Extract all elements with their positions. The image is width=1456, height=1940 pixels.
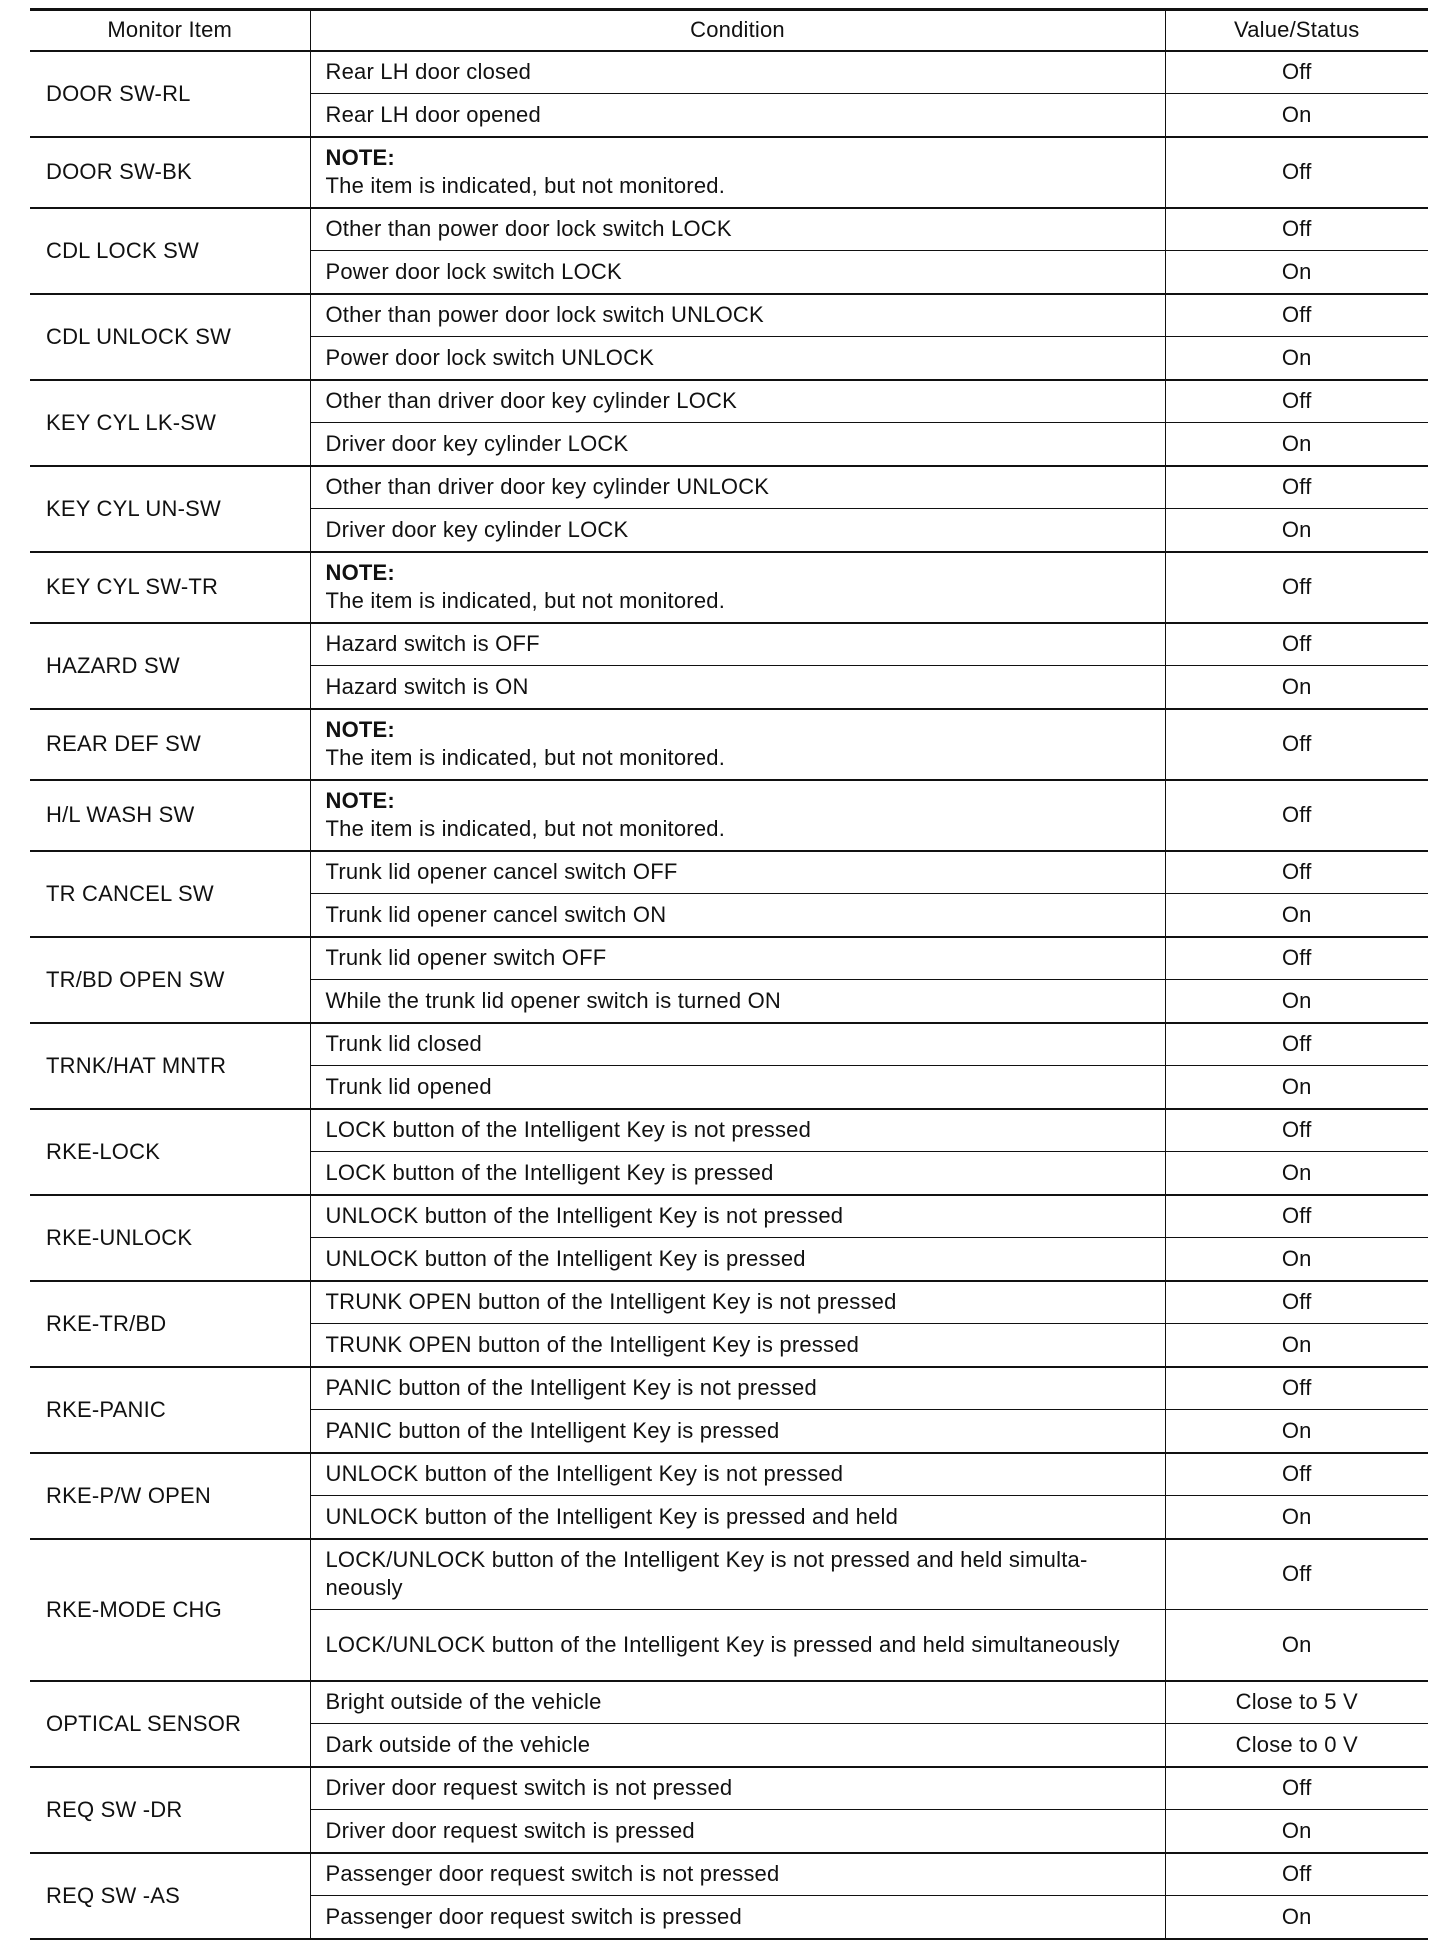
condition-text: Other than power door lock switch UNLOCK (325, 302, 764, 328)
table-row (30, 1767, 1428, 1810)
condition-text: PANIC button of the Intelligent Key is not pressed (325, 1375, 817, 1401)
condition-cell (310, 1066, 1165, 1109)
condition-text: Trunk lid opened (325, 1073, 492, 1099)
condition-text: TRUNK OPEN button of the Intelligent Key is pressed (325, 1331, 860, 1357)
table-row (30, 1109, 1428, 1152)
value-status-cell: Off (1165, 1023, 1428, 1066)
value-status-cell: Off (1165, 623, 1428, 666)
monitor-table (30, 8, 1428, 1940)
value-status-cell: On (1165, 980, 1428, 1023)
condition-text: While the trunk lid opener switch is turned ON (325, 987, 782, 1013)
value-status-cell: Off (1165, 851, 1428, 894)
monitor-item-cell: TR/BD OPEN SW (30, 937, 310, 1023)
table-row (30, 1853, 1428, 1896)
value-status-cell: Off (1165, 1109, 1428, 1152)
condition-text: LOCK button of the Intelligent Key is pressed (325, 1159, 774, 1185)
table-row (30, 380, 1428, 423)
value-status-cell: On (1165, 251, 1428, 294)
condition-cell (310, 1109, 1165, 1152)
monitor-item-cell: RKE-LOCK (30, 1109, 310, 1195)
value-status-cell: Off (1165, 1767, 1428, 1810)
table-row (30, 1367, 1428, 1410)
condition-text: Power door lock switch LOCK (325, 258, 622, 284)
table-row (30, 709, 1428, 780)
value-status-cell: On (1165, 666, 1428, 709)
header-condition: Condition (310, 10, 1165, 51)
condition-cell (310, 666, 1165, 709)
monitor-item-cell: RKE-P/W OPEN (30, 1453, 310, 1539)
condition-cell (310, 208, 1165, 251)
condition-text: LOCK/UNLOCK button of the Intelligent Key is not pressed and held simulta-neously (325, 1547, 1088, 1601)
condition-text: Driver door request switch is pressed (325, 1817, 695, 1843)
table-row (30, 851, 1428, 894)
value-status-cell: On (1165, 94, 1428, 137)
condition-cell (310, 851, 1165, 894)
value-status-cell: On (1165, 1324, 1428, 1367)
condition-cell (310, 552, 1165, 623)
monitor-item-cell: REQ SW -DR (30, 1767, 310, 1853)
condition-cell (310, 1853, 1165, 1896)
monitor-item-cell: KEY CYL SW-TR (30, 552, 310, 623)
condition-cell (310, 937, 1165, 980)
value-status-cell: Close to 0 V (1165, 1724, 1428, 1767)
monitor-item-cell: H/L WASH SW (30, 780, 310, 851)
condition-text: Other than power door lock switch LOCK (325, 216, 732, 242)
monitor-item-cell: RKE-UNLOCK (30, 1195, 310, 1281)
value-status-cell: Off (1165, 1853, 1428, 1896)
condition-cell (310, 1496, 1165, 1539)
condition-cell (310, 1281, 1165, 1324)
condition-text: Trunk lid closed (325, 1031, 482, 1057)
condition-cell (310, 94, 1165, 137)
value-status-cell: On (1165, 1152, 1428, 1195)
value-status-cell: On (1165, 423, 1428, 466)
value-status-cell: On (1165, 509, 1428, 552)
monitor-item-cell: CDL UNLOCK SW (30, 294, 310, 380)
condition-cell (310, 1539, 1165, 1610)
note-label: NOTE: (325, 788, 395, 813)
value-status-cell: Off (1165, 552, 1428, 623)
monitor-item-cell: RKE-MODE CHG (30, 1539, 310, 1681)
condition-text: The item is indicated, but not monitored. (325, 745, 726, 770)
condition-text: UNLOCK button of the Intelligent Key is pressed (325, 1245, 806, 1271)
condition-text: LOCK button of the Intelligent Key is not pressed (325, 1117, 812, 1143)
condition-text: PANIC button of the Intelligent Key is pressed (325, 1417, 780, 1443)
monitor-item-cell: REQ SW -AS (30, 1853, 310, 1939)
condition-text: Trunk lid opener cancel switch ON (325, 901, 667, 927)
condition-cell (310, 1681, 1165, 1724)
condition-text: Trunk lid opener cancel switch OFF (325, 859, 678, 885)
condition-text: Bright outside of the vehicle (325, 1689, 602, 1715)
condition-cell (310, 1724, 1165, 1767)
value-status-cell: Off (1165, 294, 1428, 337)
condition-cell (310, 294, 1165, 337)
value-status-cell: Close to 5 V (1165, 1681, 1428, 1724)
condition-cell (310, 1410, 1165, 1453)
table-row (30, 1539, 1428, 1610)
condition-text: Passenger door request switch is pressed (325, 1903, 742, 1929)
value-status-cell: On (1165, 1238, 1428, 1281)
condition-text: Power door lock switch UNLOCK (325, 344, 655, 370)
monitor-item-cell: RKE-PANIC (30, 1367, 310, 1453)
table-row (30, 1453, 1428, 1496)
value-status-cell: On (1165, 1810, 1428, 1853)
table-row (30, 1281, 1428, 1324)
monitor-item-cell: KEY CYL UN-SW (30, 466, 310, 552)
condition-cell (310, 466, 1165, 509)
condition-cell (310, 337, 1165, 380)
condition-cell (310, 1152, 1165, 1195)
condition-cell (310, 1324, 1165, 1367)
condition-cell (310, 1195, 1165, 1238)
monitor-item-cell: RKE-TR/BD (30, 1281, 310, 1367)
value-status-cell: On (1165, 337, 1428, 380)
table-row (30, 937, 1428, 980)
condition-cell (310, 623, 1165, 666)
condition-text: Rear LH door closed (325, 59, 532, 85)
condition-cell (310, 894, 1165, 937)
condition-text: Rear LH door opened (325, 101, 541, 127)
monitor-item-cell: DOOR SW-RL (30, 51, 310, 137)
monitor-item-cell: HAZARD SW (30, 623, 310, 709)
monitor-item-cell: REAR DEF SW (30, 709, 310, 780)
value-status-cell: Off (1165, 137, 1428, 208)
condition-cell (310, 709, 1165, 780)
condition-text: Other than driver door key cylinder LOCK (325, 388, 738, 414)
condition-text: UNLOCK button of the Intelligent Key is pressed and held (325, 1503, 899, 1529)
condition-text: Driver door key cylinder LOCK (325, 430, 629, 456)
condition-cell (310, 251, 1165, 294)
monitor-item-cell: CDL LOCK SW (30, 208, 310, 294)
condition-cell (310, 1896, 1165, 1939)
condition-cell (310, 780, 1165, 851)
value-status-cell: Off (1165, 1195, 1428, 1238)
condition-cell (310, 509, 1165, 552)
value-status-cell: Off (1165, 1539, 1428, 1610)
condition-text: The item is indicated, but not monitored. (325, 588, 726, 613)
value-status-cell: On (1165, 894, 1428, 937)
monitor-table-container (30, 8, 1428, 1940)
note-label: NOTE: (325, 717, 395, 742)
condition-text: The item is indicated, but not monitored. (325, 816, 726, 841)
table-row (30, 51, 1428, 94)
condition-text: UNLOCK button of the Intelligent Key is not pressed (325, 1461, 844, 1487)
value-status-cell: Off (1165, 1367, 1428, 1410)
table-body (30, 51, 1428, 1939)
value-status-cell: Off (1165, 709, 1428, 780)
condition-cell (310, 423, 1165, 466)
value-status-cell: On (1165, 1610, 1428, 1681)
condition-text: Other than driver door key cylinder UNLOCK (325, 474, 770, 500)
condition-cell (310, 137, 1165, 208)
condition-cell (310, 1023, 1165, 1066)
value-status-cell: Off (1165, 466, 1428, 509)
table-row (30, 1195, 1428, 1238)
condition-cell (310, 980, 1165, 1023)
condition-cell (310, 1367, 1165, 1410)
condition-text: Hazard switch is ON (325, 673, 529, 699)
condition-cell (310, 380, 1165, 423)
condition-text: Passenger door request switch is not pressed (325, 1861, 780, 1887)
value-status-cell: Off (1165, 1281, 1428, 1324)
condition-text: Dark outside of the vehicle (325, 1731, 591, 1757)
table-header (30, 10, 1428, 51)
table-row (30, 1681, 1428, 1724)
condition-cell (310, 1453, 1165, 1496)
condition-text: Hazard switch is OFF (325, 631, 540, 657)
value-status-cell: On (1165, 1496, 1428, 1539)
table-row (30, 137, 1428, 208)
condition-cell (310, 1767, 1165, 1810)
condition-text: Driver door key cylinder LOCK (325, 516, 629, 542)
table-row (30, 294, 1428, 337)
monitor-item-cell: KEY CYL LK-SW (30, 380, 310, 466)
value-status-cell: On (1165, 1066, 1428, 1109)
table-row (30, 552, 1428, 623)
condition-cell (310, 1810, 1165, 1853)
condition-text: LOCK/UNLOCK button of the Intelligent Key is pressed and held simultaneously (325, 1631, 1120, 1657)
table-row (30, 1023, 1428, 1066)
condition-cell (310, 1238, 1165, 1281)
monitor-item-cell: DOOR SW-BK (30, 137, 310, 208)
value-status-cell: Off (1165, 1453, 1428, 1496)
value-status-cell: On (1165, 1410, 1428, 1453)
condition-text: The item is indicated, but not monitored. (325, 173, 726, 198)
monitor-item-cell: TRNK/HAT MNTR (30, 1023, 310, 1109)
value-status-cell: Off (1165, 780, 1428, 851)
header-monitor-item: Monitor Item (30, 10, 310, 51)
value-status-cell: On (1165, 1896, 1428, 1939)
value-status-cell: Off (1165, 51, 1428, 94)
condition-text: Driver door request switch is not pressed (325, 1775, 733, 1801)
value-status-cell: Off (1165, 208, 1428, 251)
table-row (30, 208, 1428, 251)
condition-cell (310, 1610, 1165, 1681)
header-value-status: Value/Status (1165, 10, 1428, 51)
condition-cell (310, 51, 1165, 94)
condition-text: Trunk lid opener switch OFF (325, 945, 607, 971)
note-label: NOTE: (325, 560, 395, 585)
table-row (30, 466, 1428, 509)
monitor-item-cell: OPTICAL SENSOR (30, 1681, 310, 1767)
table-row (30, 780, 1428, 851)
monitor-item-cell: TR CANCEL SW (30, 851, 310, 937)
value-status-cell: Off (1165, 380, 1428, 423)
condition-text: UNLOCK button of the Intelligent Key is not pressed (325, 1203, 844, 1229)
condition-text: TRUNK OPEN button of the Intelligent Key is not pressed (325, 1289, 897, 1315)
value-status-cell: Off (1165, 937, 1428, 980)
note-label: NOTE: (325, 145, 395, 170)
table-row (30, 623, 1428, 666)
